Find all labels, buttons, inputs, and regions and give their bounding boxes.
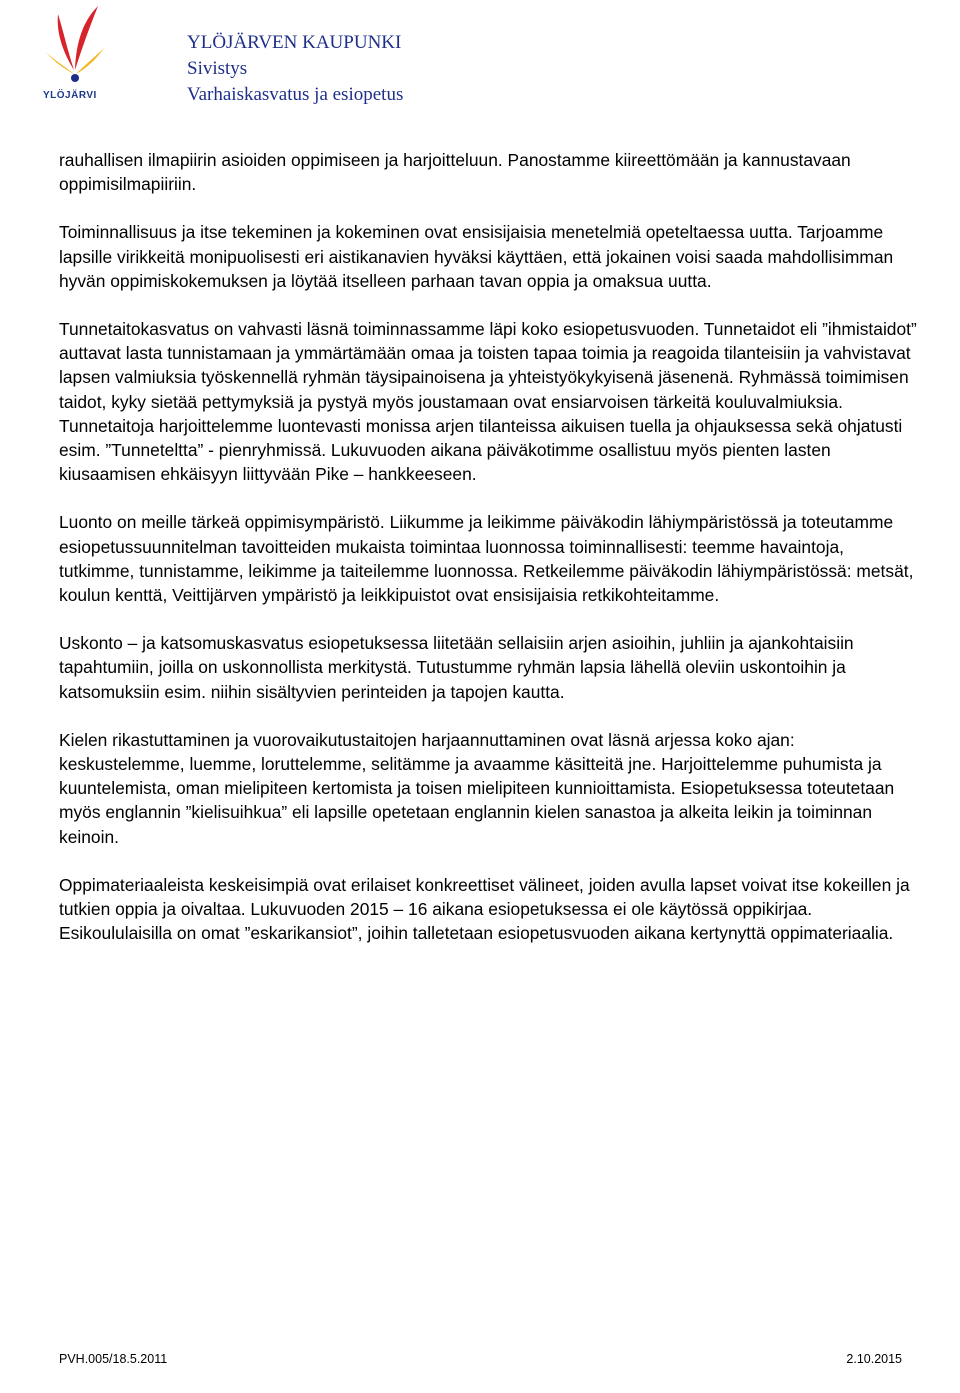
paragraph: Oppimateriaaleista keskeisimpiä ovat erilaiset konkreettiset välineet, joiden avulla lapset voivat itse kokeillen ja tutkien oppia ja oivaltaa. Lukuvuoden 2015 – 16 aikana esiopetuksessa ei ole käytössä oppikirjaa. Esikoululaisilla on omat ”eskarikansiot”, joihin talletetaan esiopetusvuoden aikana kertynyttä oppimateriaalia. bbox=[59, 874, 910, 944]
org-name: YLÖJÄRVEN KAUPUNKI bbox=[187, 32, 402, 53]
paragraph: Uskonto – ja katsomuskasvatus esiopetuksessa liitetään sellaisiin arjen asioihin, juhliin ja ajankohtaisiin tapahtumiin, joilla on uskonnollista merkitystä. Tutustumme ryhmän lapsia lähellä oleviin uskontoihin ja katsomuksiin esim. niihin sisältyvien perinteiden ja tapojen kautta. bbox=[59, 633, 854, 702]
footer-document-id: PVH.005/18.5.2011 bbox=[59, 1352, 168, 1366]
document-body bbox=[59, 148, 919, 969]
organization-heading bbox=[187, 30, 403, 108]
paragraph: Luonto on meille tärkeä oppimisympäristö. Liikumme ja leikimme päiväkodin lähiympäristössä ja toteutamme esiopetussuunnitelman tavoitteiden mukaista toimintaa luonnossa toiminnallisesti: teemme havaintoja, tutkimme, tunnistamme, leikimme ja taiteilemme luonnossa. Retkeilemme päiväkodin lähiympäristössä: metsät, koulun kenttä, Veittijärven ympäristö ja leikkipuistot ovat ensisijaisia retkikohteitamme. bbox=[59, 512, 914, 606]
footer-date: 2.10.2015 bbox=[846, 1352, 902, 1366]
paragraph: Kielen rikastuttaminen ja vuorovaikutustaitojen harjaannuttaminen ovat läsnä arjessa koko ajan: keskustelemme, luemme, loruttelemme, selitämme ja avaamme käsitteitä jne. Harjoittelemme puhumista ja kuuntelemista, oman mielipiteen kertomista ja toisen mielipiteen kunnioittamista. Esiopetuksessa toteutetaan myös englannin ”kielisuihkua” eli lapsille opetetaan englannin kielen sanastoa ja alkeita leikin ja toiminnan keinoin. bbox=[59, 729, 895, 847]
page-header bbox=[0, 0, 960, 120]
paragraph: rauhallisen ilmapiirin asioiden oppimiseen ja harjoitteluun. Panostamme kiireettömään ja kannustavaan oppimisilmapiiriin. bbox=[59, 150, 851, 195]
page-footer bbox=[59, 1352, 902, 1366]
org-unit: Varhaiskasvatus ja esiopetus bbox=[187, 84, 404, 105]
org-division: Sivistys bbox=[187, 58, 248, 79]
paragraph: Toiminnallisuus ja itse tekeminen ja kokeminen ovat ensisijaisia menetelmiä opeteltaessa uutta. Tarjoamme lapsille virikkeitä monipuolisesti eri aistikanavien hyväksi käyttäen, että jokainen voisi saada mahdollisimman hyvän oppimiskokemuksen ja löytää itselleen parhaan tavan oppia ja omaksua uutta. bbox=[59, 222, 894, 291]
logo-wordmark: YLÖJÄRVI bbox=[43, 90, 97, 101]
paragraph: Tunnetaitokasvatus on vahvasti läsnä toiminnassamme läpi koko esiopetusvuoden. Tunnetaidot eli ”ihmistaidot” auttavat lasta tunnistamaan ja ymmärtämään omaa ja toisten tapaa toimia ja reagoida tilanteisiin ja vahvistavat lapsen valmiuksia työskennellä ryhmän täysipainoisena ja yhteistyökykyisenä jäsenenä. Ryhmässä toimimisen taidot, kyky sietää pettymyksiä ja pystyä myös joustamaan ovat ensiarvoisen tärkeitä kouluvalmiuksia. Tunnetaitoja harjoittelemme luontevasti monissa arjen tilanteissa aikuisen tuella ja ohjauksessa sekä ohjatusti esim. ”Tunneteltta” - pienryhmissä. Lukuvuoden aikana päiväkotimme osallistuu myös pienten lasten kiusaamisen ehkäisyyn liittyvään Pike – hankkeeseen. bbox=[59, 319, 917, 485]
